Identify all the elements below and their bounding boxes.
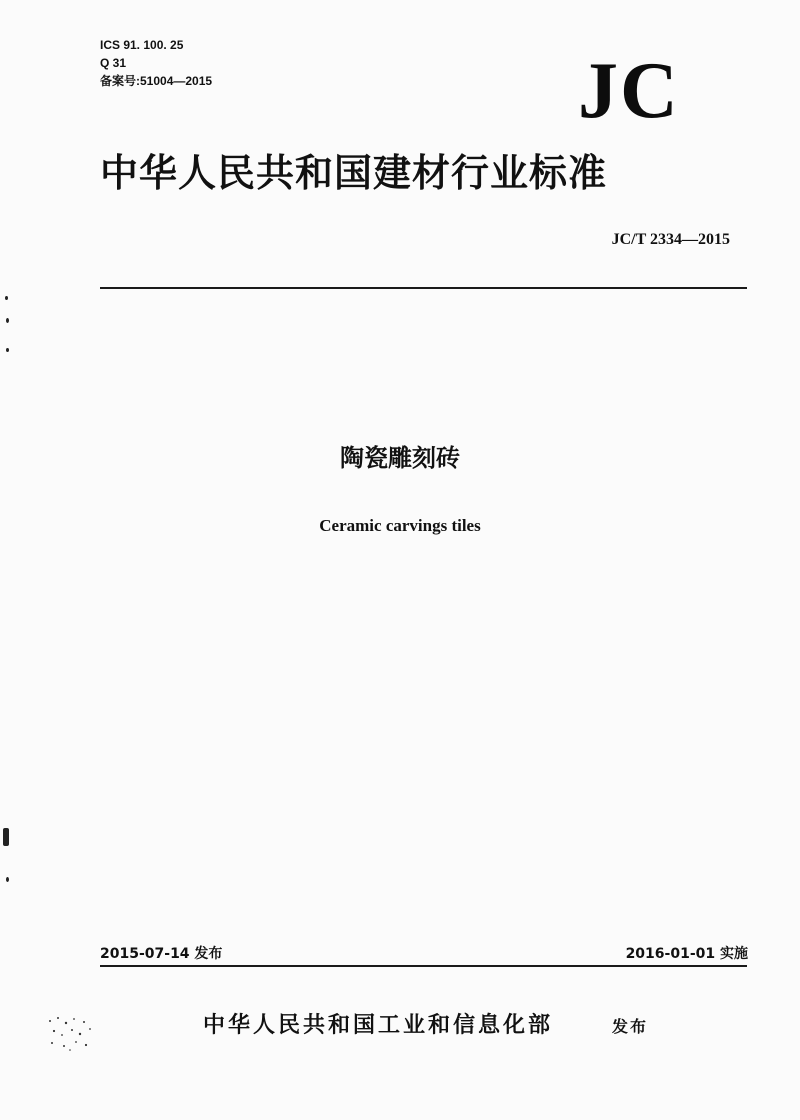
standard-category-title: 中华人民共和国建材行业标准 [100, 151, 608, 195]
standard-number: JC/T 2334—2015 [611, 231, 730, 248]
jc-logo: JC [578, 47, 680, 135]
scan-artifact-speckle [42, 1013, 98, 1053]
scan-artifact-mark [6, 877, 9, 882]
scan-artifact-mark [6, 318, 9, 323]
filing-number: 备案号:51004—2015 [100, 74, 213, 88]
top-divider [100, 287, 747, 289]
scan-artifact-mark [6, 348, 9, 352]
issuing-authority-suffix: 发布 [612, 1017, 649, 1036]
scan-artifact-mark [3, 828, 9, 846]
bottom-divider [100, 965, 747, 967]
implementation-date: 2016-01-01 实施 [625, 946, 748, 962]
issue-date: 2015-07-14 发布 [100, 946, 223, 962]
issuing-authority: 中华人民共和国工业和信息化部 [203, 1013, 554, 1038]
classification-code: Q 31 [100, 56, 127, 70]
document-title-en: Ceramic carvings tiles [319, 516, 481, 535]
scan-artifact-mark [5, 296, 8, 300]
ics-code: ICS 91. 100. 25 [100, 38, 184, 52]
document-title-zh: 陶瓷雕刻砖 [340, 444, 460, 472]
